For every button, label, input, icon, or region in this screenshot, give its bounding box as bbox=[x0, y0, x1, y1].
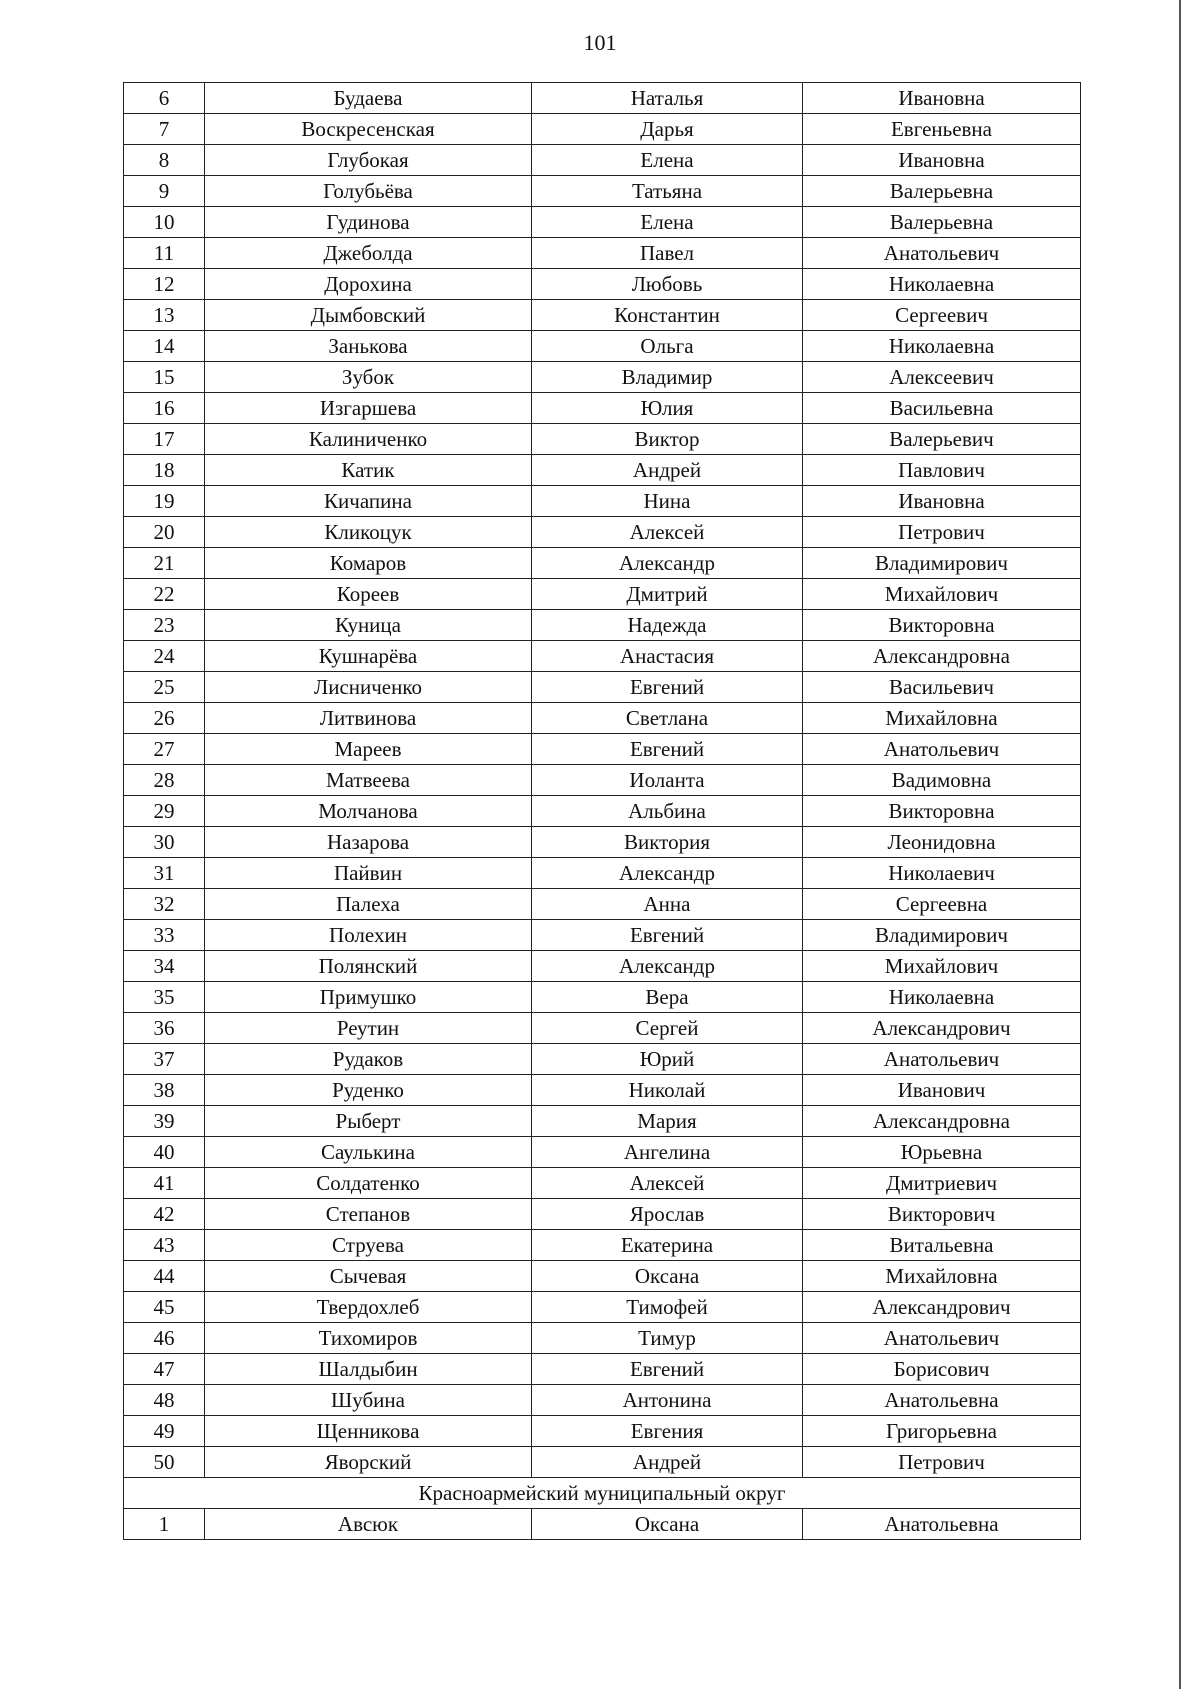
names-table-wrapper bbox=[123, 82, 1080, 1540]
row-number-cell: 1 bbox=[124, 1509, 205, 1540]
patronymic-cell: Ивановна bbox=[803, 486, 1081, 517]
table-row bbox=[124, 672, 1081, 703]
patronymic-cell: Петрович bbox=[803, 1447, 1081, 1478]
patronymic-cell: Михайловна bbox=[803, 703, 1081, 734]
first-name-cell: Александр bbox=[532, 951, 803, 982]
patronymic-cell: Александрович bbox=[803, 1013, 1081, 1044]
section-title: Красноармейский муниципальный округ bbox=[124, 1478, 1081, 1509]
scan-edge-line bbox=[1179, 0, 1181, 1689]
table-row bbox=[124, 1416, 1081, 1447]
patronymic-cell: Витальевна bbox=[803, 1230, 1081, 1261]
first-name-cell: Сергей bbox=[532, 1013, 803, 1044]
table-row bbox=[124, 393, 1081, 424]
last-name-cell: Примушко bbox=[205, 982, 532, 1013]
first-name-cell: Ярослав bbox=[532, 1199, 803, 1230]
last-name-cell: Зубок bbox=[205, 362, 532, 393]
patronymic-cell: Сергеевич bbox=[803, 300, 1081, 331]
first-name-cell: Константин bbox=[532, 300, 803, 331]
table-row bbox=[124, 145, 1081, 176]
first-name-cell: Альбина bbox=[532, 796, 803, 827]
last-name-cell: Матвеева bbox=[205, 765, 532, 796]
patronymic-cell: Валерьевна bbox=[803, 207, 1081, 238]
last-name-cell: Рудаков bbox=[205, 1044, 532, 1075]
last-name-cell: Воскресенская bbox=[205, 114, 532, 145]
patronymic-cell: Сергеевна bbox=[803, 889, 1081, 920]
row-number-cell: 7 bbox=[124, 114, 205, 145]
table-row bbox=[124, 858, 1081, 889]
table-row bbox=[124, 1199, 1081, 1230]
table-row bbox=[124, 1137, 1081, 1168]
first-name-cell: Антонина bbox=[532, 1385, 803, 1416]
patronymic-cell: Викторовна bbox=[803, 610, 1081, 641]
row-number-cell: 17 bbox=[124, 424, 205, 455]
row-number-cell: 40 bbox=[124, 1137, 205, 1168]
last-name-cell: Шалдыбин bbox=[205, 1354, 532, 1385]
row-number-cell: 29 bbox=[124, 796, 205, 827]
last-name-cell: Кореев bbox=[205, 579, 532, 610]
last-name-cell: Мареев bbox=[205, 734, 532, 765]
patronymic-cell: Анатольевич bbox=[803, 1323, 1081, 1354]
first-name-cell: Елена bbox=[532, 207, 803, 238]
first-name-cell: Нина bbox=[532, 486, 803, 517]
row-number-cell: 47 bbox=[124, 1354, 205, 1385]
first-name-cell: Евгений bbox=[532, 734, 803, 765]
first-name-cell: Оксана bbox=[532, 1509, 803, 1540]
first-name-cell: Владимир bbox=[532, 362, 803, 393]
patronymic-cell: Юрьевна bbox=[803, 1137, 1081, 1168]
first-name-cell: Иоланта bbox=[532, 765, 803, 796]
last-name-cell: Пайвин bbox=[205, 858, 532, 889]
patronymic-cell: Валерьевна bbox=[803, 176, 1081, 207]
first-name-cell: Елена bbox=[532, 145, 803, 176]
row-number-cell: 15 bbox=[124, 362, 205, 393]
first-name-cell: Ольга bbox=[532, 331, 803, 362]
first-name-cell: Николай bbox=[532, 1075, 803, 1106]
patronymic-cell: Николаевна bbox=[803, 982, 1081, 1013]
last-name-cell: Изгаршева bbox=[205, 393, 532, 424]
names-table-body bbox=[124, 83, 1081, 1540]
row-number-cell: 32 bbox=[124, 889, 205, 920]
table-row bbox=[124, 331, 1081, 362]
patronymic-cell: Валерьевич bbox=[803, 424, 1081, 455]
table-row bbox=[124, 1385, 1081, 1416]
patronymic-cell: Ивановна bbox=[803, 83, 1081, 114]
row-number-cell: 50 bbox=[124, 1447, 205, 1478]
last-name-cell: Дымбовский bbox=[205, 300, 532, 331]
row-number-cell: 12 bbox=[124, 269, 205, 300]
table-row bbox=[124, 1168, 1081, 1199]
last-name-cell: Кичапина bbox=[205, 486, 532, 517]
table-row bbox=[124, 827, 1081, 858]
last-name-cell: Тихомиров bbox=[205, 1323, 532, 1354]
table-row bbox=[124, 1509, 1081, 1540]
last-name-cell: Калиниченко bbox=[205, 424, 532, 455]
patronymic-cell: Григорьевна bbox=[803, 1416, 1081, 1447]
table-row bbox=[124, 83, 1081, 114]
last-name-cell: Катик bbox=[205, 455, 532, 486]
table-row bbox=[124, 1230, 1081, 1261]
table-row bbox=[124, 796, 1081, 827]
row-number-cell: 46 bbox=[124, 1323, 205, 1354]
last-name-cell: Руденко bbox=[205, 1075, 532, 1106]
row-number-cell: 49 bbox=[124, 1416, 205, 1447]
last-name-cell: Сычевая bbox=[205, 1261, 532, 1292]
first-name-cell: Дмитрий bbox=[532, 579, 803, 610]
row-number-cell: 18 bbox=[124, 455, 205, 486]
last-name-cell: Рыберт bbox=[205, 1106, 532, 1137]
first-name-cell: Виктория bbox=[532, 827, 803, 858]
first-name-cell: Алексей bbox=[532, 517, 803, 548]
row-number-cell: 39 bbox=[124, 1106, 205, 1137]
table-row bbox=[124, 579, 1081, 610]
first-name-cell: Евгения bbox=[532, 1416, 803, 1447]
row-number-cell: 24 bbox=[124, 641, 205, 672]
last-name-cell: Назарова bbox=[205, 827, 532, 858]
row-number-cell: 14 bbox=[124, 331, 205, 362]
table-row bbox=[124, 269, 1081, 300]
patronymic-cell: Николаевна bbox=[803, 269, 1081, 300]
patronymic-cell: Александровна bbox=[803, 1106, 1081, 1137]
table-row bbox=[124, 300, 1081, 331]
row-number-cell: 42 bbox=[124, 1199, 205, 1230]
row-number-cell: 34 bbox=[124, 951, 205, 982]
row-number-cell: 38 bbox=[124, 1075, 205, 1106]
table-row bbox=[124, 610, 1081, 641]
row-number-cell: 36 bbox=[124, 1013, 205, 1044]
table-row bbox=[124, 1044, 1081, 1075]
table-row bbox=[124, 424, 1081, 455]
last-name-cell: Литвинова bbox=[205, 703, 532, 734]
row-number-cell: 16 bbox=[124, 393, 205, 424]
first-name-cell: Мария bbox=[532, 1106, 803, 1137]
row-number-cell: 9 bbox=[124, 176, 205, 207]
first-name-cell: Надежда bbox=[532, 610, 803, 641]
table-row bbox=[124, 920, 1081, 951]
row-number-cell: 13 bbox=[124, 300, 205, 331]
first-name-cell: Евгений bbox=[532, 1354, 803, 1385]
table-row bbox=[124, 548, 1081, 579]
patronymic-cell: Михайловна bbox=[803, 1261, 1081, 1292]
first-name-cell: Александр bbox=[532, 858, 803, 889]
first-name-cell: Дарья bbox=[532, 114, 803, 145]
last-name-cell: Полянский bbox=[205, 951, 532, 982]
first-name-cell: Тимофей bbox=[532, 1292, 803, 1323]
last-name-cell: Кликоцук bbox=[205, 517, 532, 548]
first-name-cell: Татьяна bbox=[532, 176, 803, 207]
names-table bbox=[123, 82, 1081, 1540]
last-name-cell: Яворский bbox=[205, 1447, 532, 1478]
table-row bbox=[124, 114, 1081, 145]
patronymic-cell: Викторовна bbox=[803, 796, 1081, 827]
table-row bbox=[124, 1075, 1081, 1106]
first-name-cell: Любовь bbox=[532, 269, 803, 300]
last-name-cell: Авсюк bbox=[205, 1509, 532, 1540]
first-name-cell: Тимур bbox=[532, 1323, 803, 1354]
first-name-cell: Оксана bbox=[532, 1261, 803, 1292]
last-name-cell: Дорохина bbox=[205, 269, 532, 300]
row-number-cell: 19 bbox=[124, 486, 205, 517]
patronymic-cell: Владимирович bbox=[803, 548, 1081, 579]
row-number-cell: 10 bbox=[124, 207, 205, 238]
row-number-cell: 21 bbox=[124, 548, 205, 579]
patronymic-cell: Владимирович bbox=[803, 920, 1081, 951]
row-number-cell: 27 bbox=[124, 734, 205, 765]
table-row bbox=[124, 1447, 1081, 1478]
patronymic-cell: Михайлович bbox=[803, 951, 1081, 982]
first-name-cell: Евгений bbox=[532, 920, 803, 951]
first-name-cell: Евгений bbox=[532, 672, 803, 703]
first-name-cell: Наталья bbox=[532, 83, 803, 114]
row-number-cell: 37 bbox=[124, 1044, 205, 1075]
patronymic-cell: Иванович bbox=[803, 1075, 1081, 1106]
row-number-cell: 31 bbox=[124, 858, 205, 889]
last-name-cell: Солдатенко bbox=[205, 1168, 532, 1199]
last-name-cell: Будаева bbox=[205, 83, 532, 114]
last-name-cell: Голубьёва bbox=[205, 176, 532, 207]
table-row bbox=[124, 1106, 1081, 1137]
patronymic-cell: Анатольевич bbox=[803, 1044, 1081, 1075]
row-number-cell: 48 bbox=[124, 1385, 205, 1416]
row-number-cell: 41 bbox=[124, 1168, 205, 1199]
last-name-cell: Полехин bbox=[205, 920, 532, 951]
last-name-cell: Куница bbox=[205, 610, 532, 641]
row-number-cell: 33 bbox=[124, 920, 205, 951]
table-row bbox=[124, 765, 1081, 796]
table-row bbox=[124, 517, 1081, 548]
patronymic-cell: Михайлович bbox=[803, 579, 1081, 610]
row-number-cell: 45 bbox=[124, 1292, 205, 1323]
table-row bbox=[124, 455, 1081, 486]
row-number-cell: 43 bbox=[124, 1230, 205, 1261]
patronymic-cell: Евгеньевна bbox=[803, 114, 1081, 145]
last-name-cell: Глубокая bbox=[205, 145, 532, 176]
patronymic-cell: Ивановна bbox=[803, 145, 1081, 176]
section-row bbox=[124, 1478, 1081, 1509]
table-row bbox=[124, 238, 1081, 269]
first-name-cell: Вера bbox=[532, 982, 803, 1013]
row-number-cell: 28 bbox=[124, 765, 205, 796]
row-number-cell: 30 bbox=[124, 827, 205, 858]
row-number-cell: 8 bbox=[124, 145, 205, 176]
last-name-cell: Струева bbox=[205, 1230, 532, 1261]
patronymic-cell: Васильевич bbox=[803, 672, 1081, 703]
patronymic-cell: Викторович bbox=[803, 1199, 1081, 1230]
last-name-cell: Молчанова bbox=[205, 796, 532, 827]
page-number: 101 bbox=[583, 30, 617, 55]
row-number-cell: 6 bbox=[124, 83, 205, 114]
patronymic-cell: Вадимовна bbox=[803, 765, 1081, 796]
patronymic-cell: Алексеевич bbox=[803, 362, 1081, 393]
first-name-cell: Павел bbox=[532, 238, 803, 269]
patronymic-cell: Леонидовна bbox=[803, 827, 1081, 858]
first-name-cell: Виктор bbox=[532, 424, 803, 455]
row-number-cell: 26 bbox=[124, 703, 205, 734]
table-row bbox=[124, 362, 1081, 393]
table-row bbox=[124, 1323, 1081, 1354]
row-number-cell: 22 bbox=[124, 579, 205, 610]
first-name-cell: Юрий bbox=[532, 1044, 803, 1075]
table-row bbox=[124, 486, 1081, 517]
patronymic-cell: Николаевна bbox=[803, 331, 1081, 362]
patronymic-cell: Анатольевна bbox=[803, 1385, 1081, 1416]
row-number-cell: 35 bbox=[124, 982, 205, 1013]
patronymic-cell: Николаевич bbox=[803, 858, 1081, 889]
last-name-cell: Комаров bbox=[205, 548, 532, 579]
patronymic-cell: Васильевна bbox=[803, 393, 1081, 424]
row-number-cell: 25 bbox=[124, 672, 205, 703]
table-row bbox=[124, 703, 1081, 734]
patronymic-cell: Анатольевич bbox=[803, 238, 1081, 269]
patronymic-cell: Александровна bbox=[803, 641, 1081, 672]
patronymic-cell: Дмитриевич bbox=[803, 1168, 1081, 1199]
row-number-cell: 20 bbox=[124, 517, 205, 548]
last-name-cell: Реутин bbox=[205, 1013, 532, 1044]
first-name-cell: Анастасия bbox=[532, 641, 803, 672]
first-name-cell: Андрей bbox=[532, 455, 803, 486]
first-name-cell: Екатерина bbox=[532, 1230, 803, 1261]
first-name-cell: Ангелина bbox=[532, 1137, 803, 1168]
patronymic-cell: Петрович bbox=[803, 517, 1081, 548]
table-row bbox=[124, 641, 1081, 672]
patronymic-cell: Анатольевич bbox=[803, 734, 1081, 765]
last-name-cell: Шубина bbox=[205, 1385, 532, 1416]
patronymic-cell: Борисович bbox=[803, 1354, 1081, 1385]
row-number-cell: 23 bbox=[124, 610, 205, 641]
table-row bbox=[124, 951, 1081, 982]
first-name-cell: Светлана bbox=[532, 703, 803, 734]
table-row bbox=[124, 734, 1081, 765]
table-row bbox=[124, 207, 1081, 238]
first-name-cell: Александр bbox=[532, 548, 803, 579]
last-name-cell: Занькова bbox=[205, 331, 532, 362]
last-name-cell: Саулькина bbox=[205, 1137, 532, 1168]
first-name-cell: Анна bbox=[532, 889, 803, 920]
last-name-cell: Лисниченко bbox=[205, 672, 532, 703]
patronymic-cell: Павлович bbox=[803, 455, 1081, 486]
first-name-cell: Алексей bbox=[532, 1168, 803, 1199]
last-name-cell: Степанов bbox=[205, 1199, 532, 1230]
last-name-cell: Гудинова bbox=[205, 207, 532, 238]
table-row bbox=[124, 889, 1081, 920]
table-row bbox=[124, 176, 1081, 207]
table-row bbox=[124, 1292, 1081, 1323]
table-row bbox=[124, 1354, 1081, 1385]
last-name-cell: Твердохлеб bbox=[205, 1292, 532, 1323]
row-number-cell: 44 bbox=[124, 1261, 205, 1292]
last-name-cell: Палеха bbox=[205, 889, 532, 920]
first-name-cell: Андрей bbox=[532, 1447, 803, 1478]
last-name-cell: Джеболда bbox=[205, 238, 532, 269]
patronymic-cell: Александрович bbox=[803, 1292, 1081, 1323]
row-number-cell: 11 bbox=[124, 238, 205, 269]
table-row bbox=[124, 982, 1081, 1013]
last-name-cell: Кушнарёва bbox=[205, 641, 532, 672]
patronymic-cell: Анатольевна bbox=[803, 1509, 1081, 1540]
table-row bbox=[124, 1261, 1081, 1292]
first-name-cell: Юлия bbox=[532, 393, 803, 424]
table-row bbox=[124, 1013, 1081, 1044]
last-name-cell: Щенникова bbox=[205, 1416, 532, 1447]
